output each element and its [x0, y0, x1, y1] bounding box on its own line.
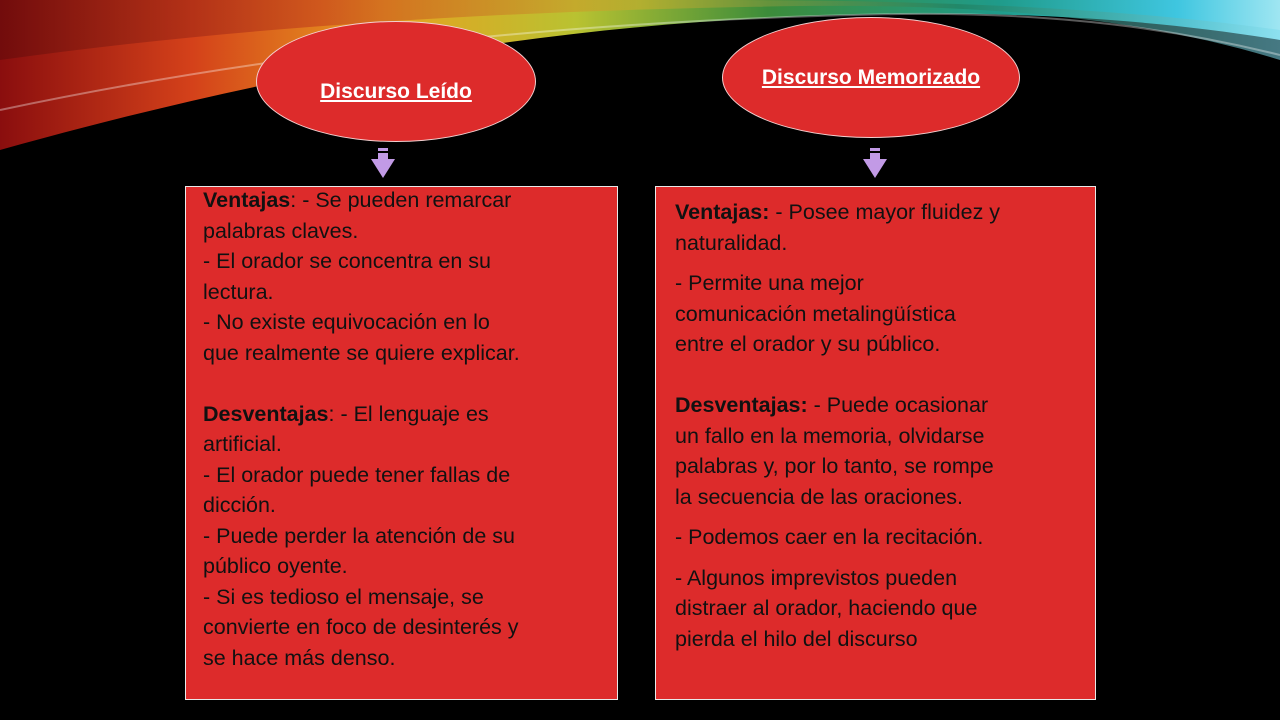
text-line: público oyente. — [203, 554, 348, 578]
discurso-memorizado-box — [655, 186, 1096, 700]
spacer — [675, 360, 1085, 391]
text-line: se hace más denso. — [203, 645, 396, 670]
text-line: artificial. — [203, 432, 282, 456]
text-line — [675, 197, 1085, 228]
text-line — [203, 399, 605, 430]
text-line: naturalidad. — [675, 230, 788, 255]
discurso-memorizado-title: Discurso Memorizado — [761, 65, 981, 89]
down-arrow-icon — [371, 148, 395, 178]
text-line: - Puede perder la atención de su — [203, 523, 515, 548]
text-line: - Si es tedioso el mensaje, se — [203, 584, 484, 609]
discurso-memorizado-oval — [722, 17, 1020, 138]
spacer — [203, 368, 605, 399]
ventajas-label: Ventajas — [203, 188, 291, 212]
decorative-swoosh — [0, 0, 1280, 160]
text-line: - El orador puede tener fallas de — [203, 462, 511, 487]
text-line — [675, 390, 1085, 421]
text-line: pierda el hilo del discurso — [675, 626, 918, 651]
text-line: - No existe equivocación en lo — [203, 310, 490, 334]
text-line-content: - Puede ocasionar — [807, 393, 989, 417]
discurso-leido-box — [185, 186, 618, 700]
desventajas-label: Desventajas: — [675, 393, 808, 417]
text-line: un fallo en la memoria, olvidarse — [675, 423, 985, 448]
text-line: - El orador se concentra en su — [203, 249, 492, 273]
text-line-content: : - Se pueden remarcar — [290, 188, 512, 212]
text-line: dicción. — [203, 493, 276, 517]
ventajas-label: Ventajas: — [675, 200, 770, 224]
text-line: la secuencia de las oraciones. — [675, 484, 964, 509]
down-arrow-icon — [863, 148, 887, 178]
text-line: comunicación metalingüística — [675, 301, 956, 326]
discurso-leido-title: Discurso Leído — [320, 79, 472, 103]
desventajas-label: Desventajas — [203, 401, 329, 426]
text-line: palabras claves. — [203, 218, 359, 243]
discurso-leido-oval — [256, 21, 536, 142]
text-line: - Algunos imprevistos pueden — [675, 565, 958, 590]
text-line-content: : - El lenguaje es — [328, 401, 489, 426]
text-line: - Permite una mejor — [675, 271, 864, 295]
text-line: lectura. — [203, 279, 274, 304]
text-line: distraer al orador, haciendo que — [675, 596, 978, 620]
text-line-content: - Posee mayor fluidez y — [769, 200, 1001, 224]
text-line: - Podemos caer en la recitación. — [675, 525, 984, 549]
text-line: entre el orador y su público. — [675, 332, 941, 356]
text-line — [203, 185, 605, 216]
text-line: convierte en foco de desinterés y — [203, 615, 519, 639]
text-line: que realmente se quiere explicar. — [203, 340, 520, 365]
text-line: palabras y, por lo tanto, se rompe — [675, 454, 994, 478]
